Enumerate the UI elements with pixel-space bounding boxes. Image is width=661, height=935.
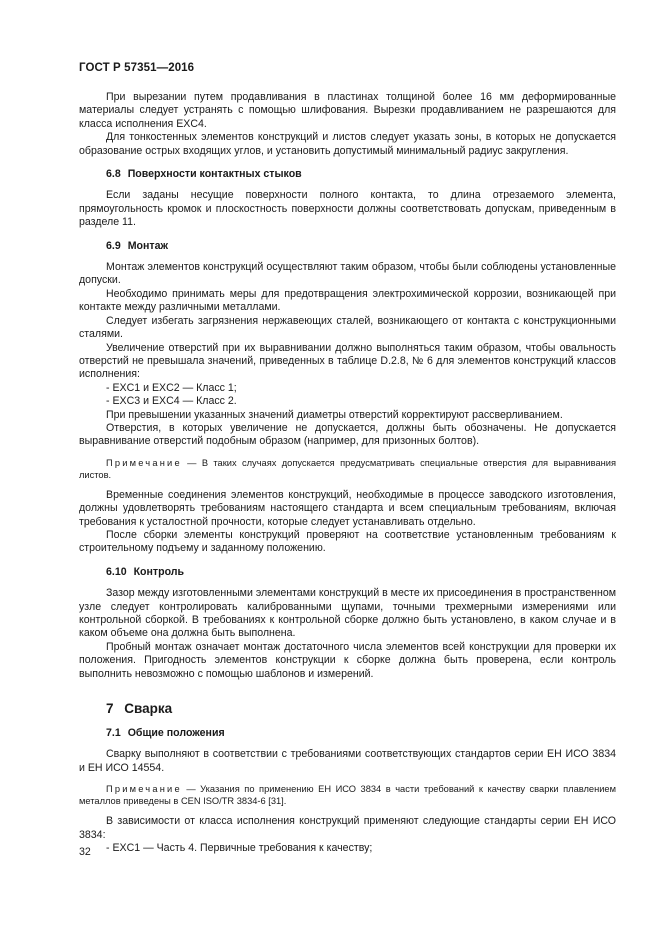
page-header: ГОСТ Р 57351—2016	[79, 62, 195, 74]
paragraph: Необходимо принимать меры для предотвращения электрохимической коррозии, возникающей при контакте между различными металлами.	[79, 287, 616, 314]
paragraph: Если заданы несущие поверхности полного контакта, то длина отрезаемого элемента, прямоугольность кромок и плоскостность поверхности должны соответствовать допускам, приведенным в разделе 11.	[79, 189, 616, 229]
paragraph: Зазор между изготовленными элементами конструкций в месте их присоединения в пространственном узле следует контролировать калиброванными щупами, точными трехмерными измерениями или контрольной сборкой. В требованиях к контрольной сборке должно быть установлено, в каком случае и в каком объеме она должна быть выполнена.	[79, 587, 616, 640]
section-heading-6-8: 6.8 Поверхности контактных стыков	[106, 168, 302, 181]
page-number: 32	[79, 846, 91, 858]
paragraph: Для тонкостенных элементов конструкций и листов следует указать зоны, в которых не допускается образование острых входящих углов, и установить допустимый минимальный радиус закругления.	[79, 131, 616, 157]
paragraph: Пробный монтаж означает монтаж достаточного числа элементов всей конструкции для проверки их положения. Пригодность элементов конструкции к сборке должна быть проверена, если контроль выполнить невозможно с помощью шаблонов и измерений.	[79, 640, 616, 680]
paragraph: Сварку выполняют в соответствии с требованиями соответствующих стандартов серии ЕН ИСО 3834 и ЕН ИСО 14554.	[79, 748, 616, 774]
section-heading-6-10: 6.10 Контроль	[106, 565, 185, 578]
section-heading-6-9: 6.9 Монтаж	[106, 239, 168, 252]
paragraph: Отверстия, в которых увеличение не допускается, должны быть обозначены. Не допускается выравнивание отверстий подобным образом (например, для призонных болтов).	[79, 421, 616, 448]
paragraph: Монтаж элементов конструкций осуществляют таким образом, чтобы были соблюдены установленные допуски.	[79, 261, 616, 287]
list-item: - EXC1 — Часть 4. Первичные требования к качеству;	[106, 842, 373, 855]
note: Примечание — В таких случаях допускается предусматривать специальные отверстия для выравнивания листов.	[79, 457, 616, 480]
section-heading-7-1: 7.1 Общие положения	[106, 727, 225, 740]
paragraph: В зависимости от класса исполнения конструкций применяют следующие стандарты серии ЕН ИСО 3834:	[79, 815, 616, 841]
paragraph: Следует избегать загрязнения нержавеющих сталей, возникающего от контакта с конструкционными сталями.	[79, 314, 616, 341]
paragraph: Временные соединения элементов конструкций, необходимые в процессе заводского изготовления, должны удовлетворять требованиям настоящего стандарта и всем специальным требованиям, включая требования к усталостной прочности, которые следует устанавливать отдельно.	[79, 488, 616, 528]
paragraph: При превышении указанных значений диаметры отверстий корректируют рассверливанием.	[106, 408, 563, 421]
paragraph: При вырезании путем продавливания в пластинах толщиной более 16 мм деформированные материалы следует устранять с помощью шлифования. Вырезки продавливанием не разрешаются для класса исполнения EXC4.	[79, 91, 616, 130]
paragraph: Увеличение отверстий при их выравнивании должно выполняться таким образом, чтобы овальность отверстий не превышала значений, приведенных в таблице D.2.8, № 6 для элементов конструкций классов исполнения:	[79, 341, 616, 381]
paragraph: После сборки элементы конструкций проверяют на соответствие установленным требованиям к строительному подъему и заданному положению.	[79, 528, 616, 555]
list-item: - EXC1 и EXC2 — Класс 1;	[106, 381, 237, 394]
note: Примечание — Указания по применению ЕН ИСО 3834 в части требований к качеству сварки плавлением металлов приведены в CEN ISO/TR 3834-6 [31].	[79, 784, 616, 807]
document-body	[79, 91, 616, 855]
list-item: - EXC3 и EXC4 — Класс 2.	[106, 395, 237, 408]
section-heading-7: 7 Сварка	[106, 701, 173, 717]
